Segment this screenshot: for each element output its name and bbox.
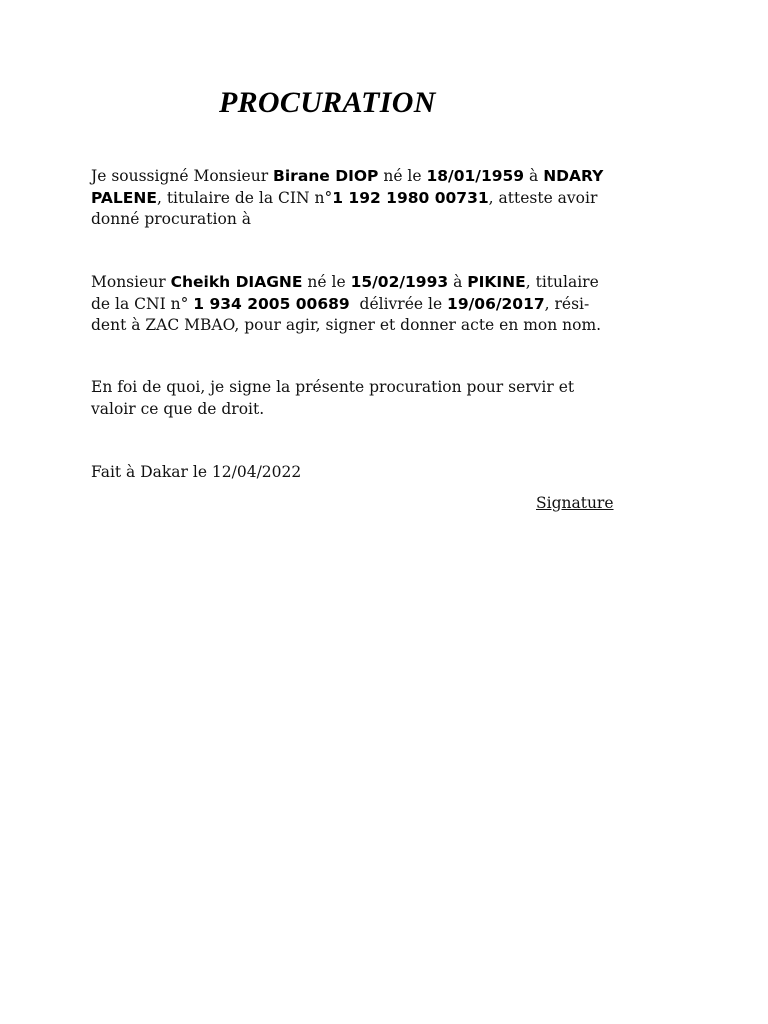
grantor-birth-place-part2: PALENE <box>91 188 157 207</box>
grantor-paragraph <box>91 166 691 231</box>
grantee-name: Cheikh DIAGNE <box>170 273 303 291</box>
closing-line-1: En foi de quoi, je signe la présente procuration pour servir et <box>91 378 575 396</box>
grantee-birth-place: PIKINE <box>467 273 526 291</box>
grantee-cni-issue-date: 19/06/2017 <box>447 294 545 313</box>
closing-line-2: valoir ce que de droit. <box>91 399 265 418</box>
p2-text-3: à <box>448 273 468 291</box>
p2-text-8: dent à ZAC MBAO, pour agir, signer et donner acte en mon nom. <box>91 316 602 334</box>
grantee-cni-number: 1 934 2005 00689 <box>193 294 350 313</box>
document-title: PROCURATION <box>219 86 436 119</box>
grantor-birth-date: 18/01/1959 <box>426 167 525 185</box>
p2-text-7: , rési- <box>544 294 590 313</box>
grantee-paragraph <box>91 272 691 337</box>
grantor-cin-number: 1 192 1980 00731 <box>332 188 489 207</box>
p1-text-3: à <box>524 167 544 185</box>
grantor-name: Birane DIOP <box>273 167 379 185</box>
p1-text-2: né le <box>378 167 427 185</box>
p1-text-4: , titulaire de la CIN n° <box>156 188 333 207</box>
place-date-line: Fait à Dakar le 12/04/2022 <box>91 463 302 481</box>
p2-text-2: né le <box>302 273 351 291</box>
grantee-birth-date: 15/02/1993 <box>350 273 449 291</box>
p2-text-4: , titulaire <box>525 273 599 291</box>
p1-text-6: donné procuration à <box>91 210 251 228</box>
p2-text-6: délivrée le <box>349 294 448 313</box>
p1-text-1: Je soussigné Monsieur <box>91 167 274 185</box>
p1-text-5: , atteste avoir <box>488 188 598 207</box>
signature-label: Signature <box>536 494 614 512</box>
p2-text-1: Monsieur <box>91 273 171 291</box>
grantor-birth-place-part1: NDARY <box>543 167 604 185</box>
p2-text-5: de la CNI n° <box>91 294 194 313</box>
closing-paragraph <box>91 377 691 420</box>
